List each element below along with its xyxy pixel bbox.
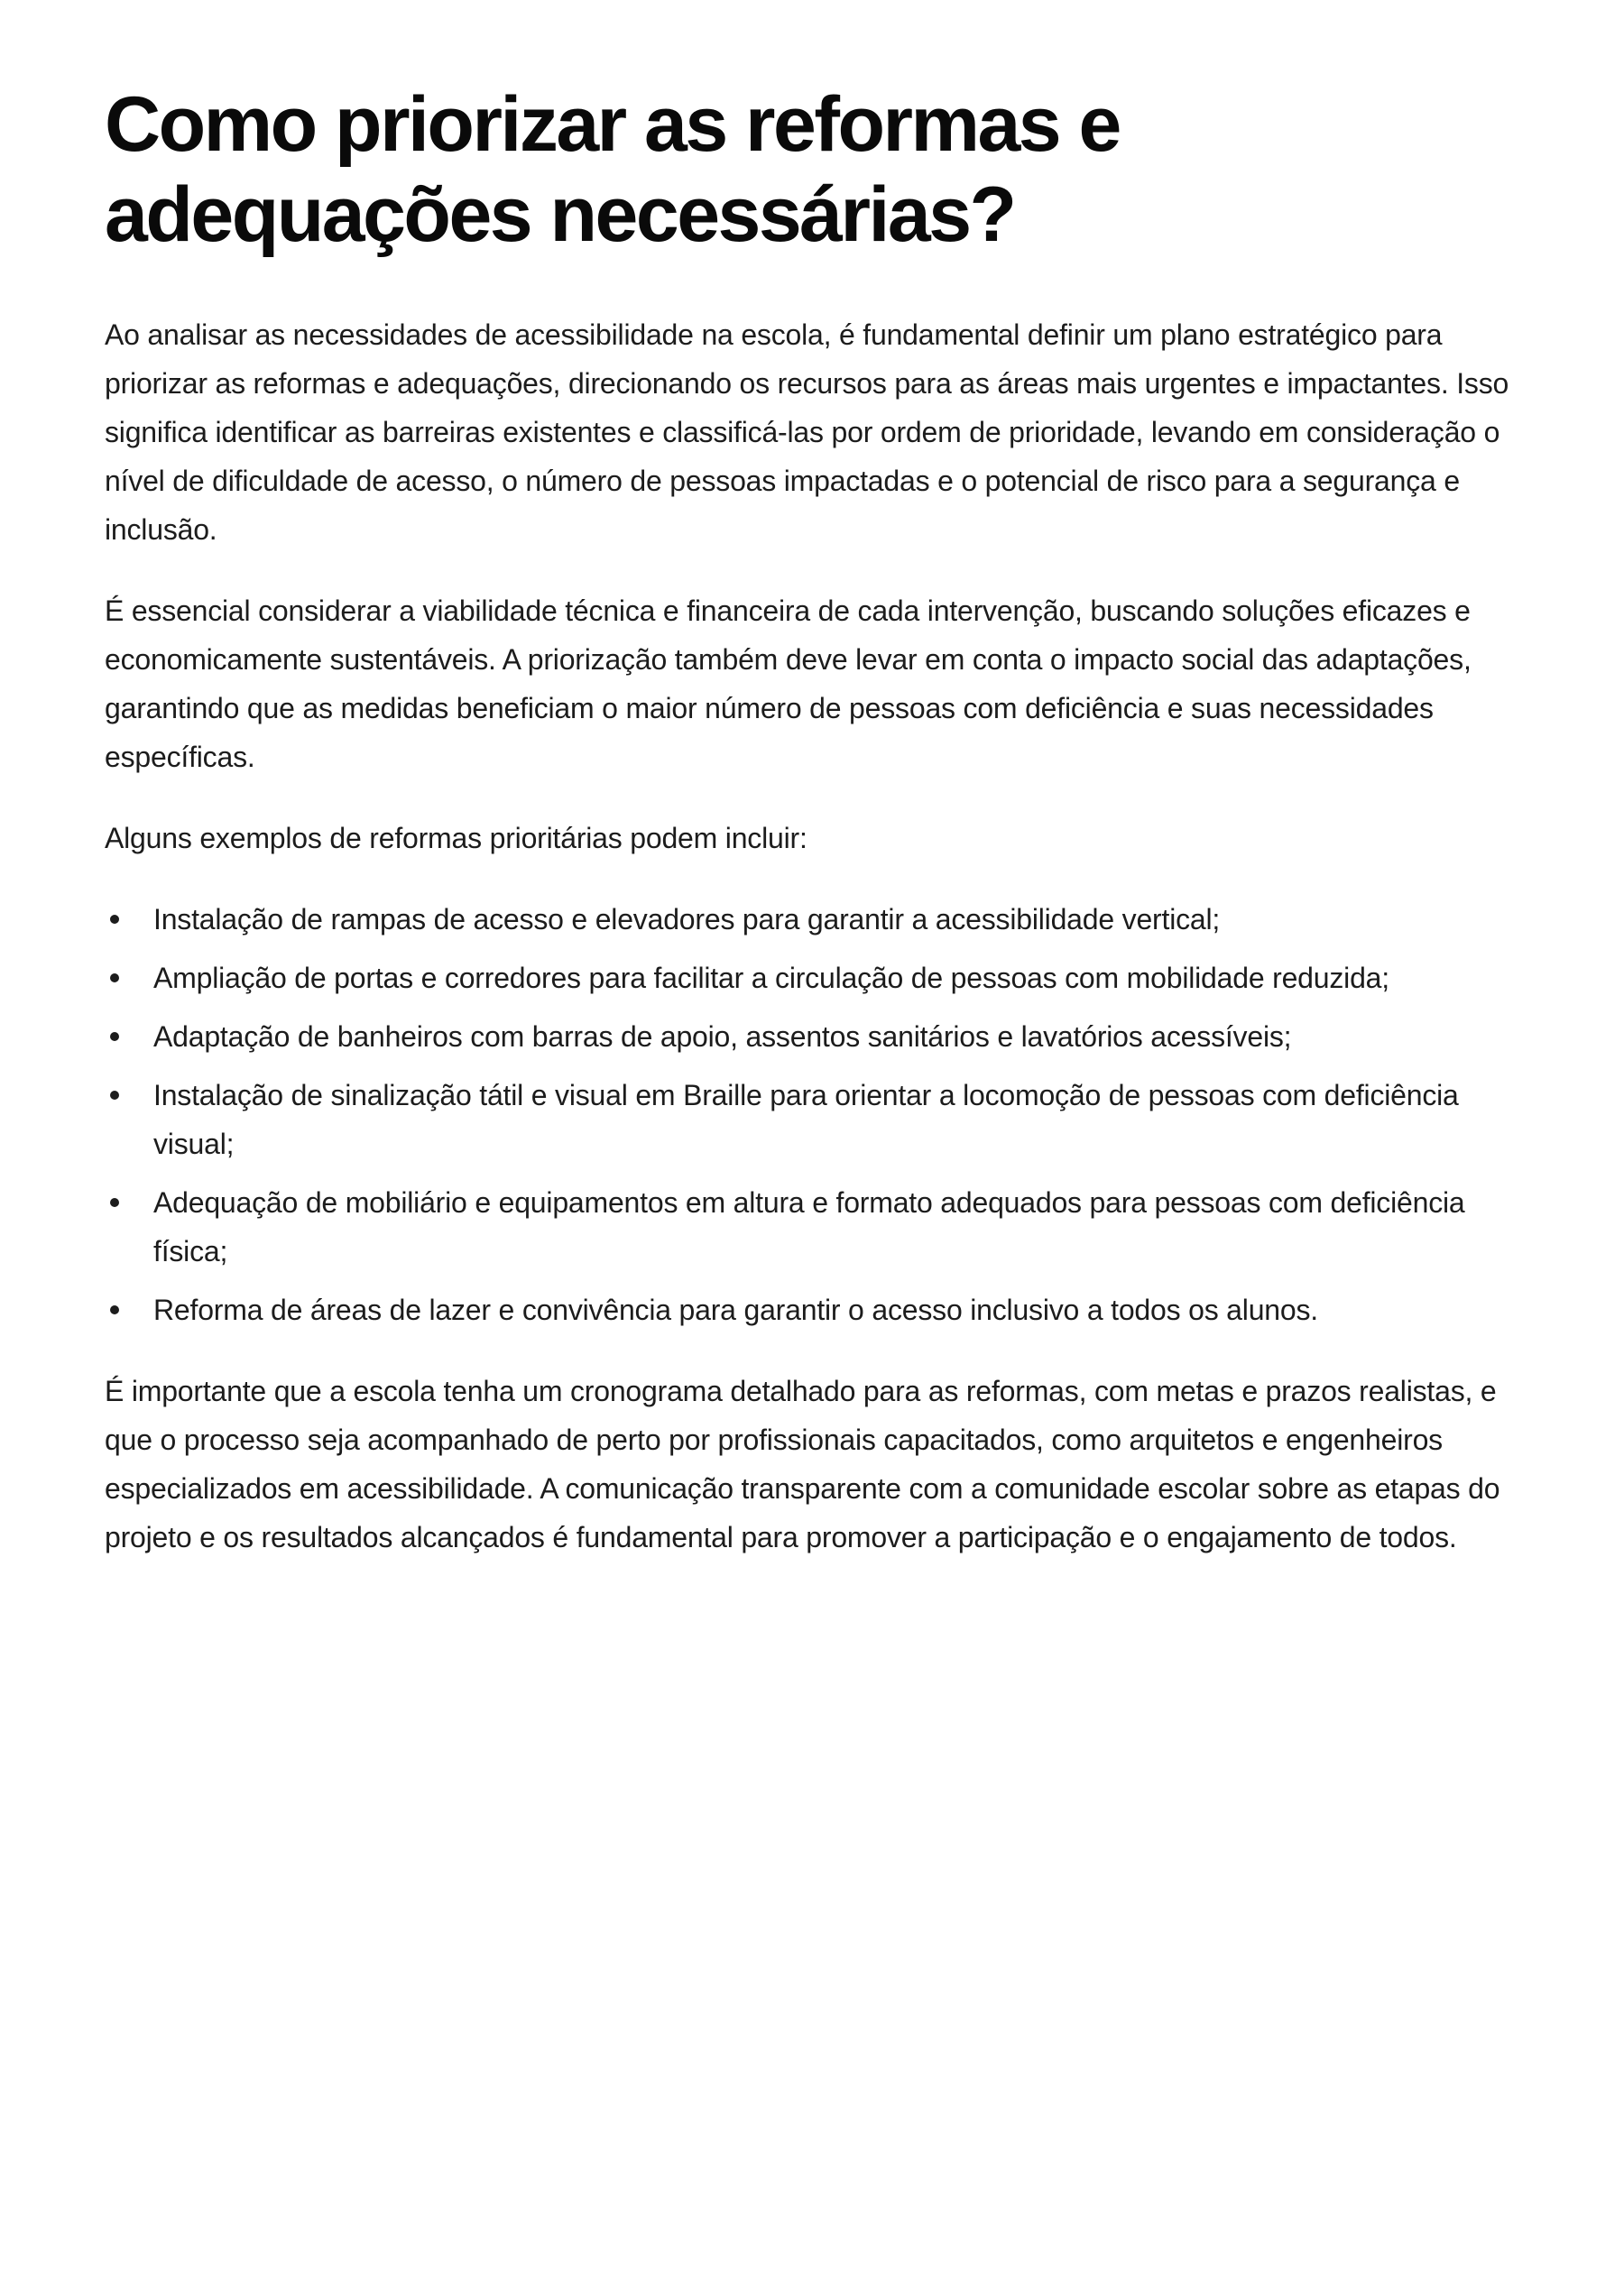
document-page — [105, 79, 1539, 1562]
list-item — [105, 1012, 1539, 1061]
priority-reforms-list — [105, 895, 1539, 1334]
list-item-text: Reforma de áreas de lazer e convivência para garantir o acesso inclusivo a todos os alunos. — [153, 1294, 1318, 1326]
list-item-text: Adequação de mobiliário e equipamentos em altura e formato adequados para pessoas com deficiência física; — [153, 1186, 1465, 1267]
list-item-text: Ampliação de portas e corredores para facilitar a circulação de pessoas com mobilidade reduzida; — [153, 962, 1389, 994]
bullet-icon — [110, 915, 119, 924]
bullet-icon — [110, 1091, 119, 1100]
list-item — [105, 954, 1539, 1002]
viability-paragraph: É essencial considerar a viabilidade técnica e financeira de cada intervenção, buscando soluções eficazes e economicamente sustentáveis. A priorização também deve levar em conta o impacto social das adaptações, garantindo que as medidas beneficiam o maior número de pessoas com deficiência e suas necessidades específicas. — [105, 594, 1472, 773]
examples-lead-paragraph: Alguns exemplos de reformas prioritárias podem incluir: — [105, 822, 807, 854]
list-item — [105, 1178, 1539, 1276]
list-item — [105, 895, 1539, 944]
page-title-line-1: Como priorizar as reformas e — [105, 81, 1120, 168]
list-item-text: Adaptação de banheiros com barras de apoio, assentos sanitários e lavatórios acessíveis; — [153, 1020, 1292, 1053]
bullet-icon — [110, 1198, 119, 1207]
bullet-icon — [110, 1032, 119, 1041]
bullet-icon — [110, 1305, 119, 1314]
list-item — [105, 1286, 1539, 1334]
list-item — [105, 1071, 1539, 1168]
closing-paragraph: É importante que a escola tenha um cronograma detalhado para as reformas, com metas e prazos realistas, e que o processo seja acompanhado de perto por profissionais capacitados, como arquitetos e engenheiros especializados em acessibilidade. A comunicação transparente com a comunidade escolar sobre as etapas do projeto e os resultados alcançados é fundamental para promover a participação e o engajamento de todos. — [105, 1375, 1500, 1553]
list-item-text: Instalação de rampas de acesso e elevadores para garantir a acessibilidade vertical; — [153, 903, 1221, 936]
intro-paragraph: Ao analisar as necessidades de acessibilidade na escola, é fundamental definir um plano estratégico para priorizar as reformas e adequações, direcionando os recursos para as áreas mais urgentes e impactantes. Isso significa identificar as barreiras existentes e classificá-las por ordem de prioridade, levando em consideração o nível de dificuldade de acesso, o número de pessoas impactadas e o potencial de risco para a segurança e inclusão. — [105, 318, 1509, 546]
page-title-line-2: adequações necessárias? — [105, 171, 1015, 258]
list-item-text: Instalação de sinalização tátil e visual em Braille para orientar a locomoção de pessoas com deficiência visual; — [153, 1079, 1459, 1160]
bullet-icon — [110, 973, 119, 982]
page-title — [105, 79, 1539, 260]
